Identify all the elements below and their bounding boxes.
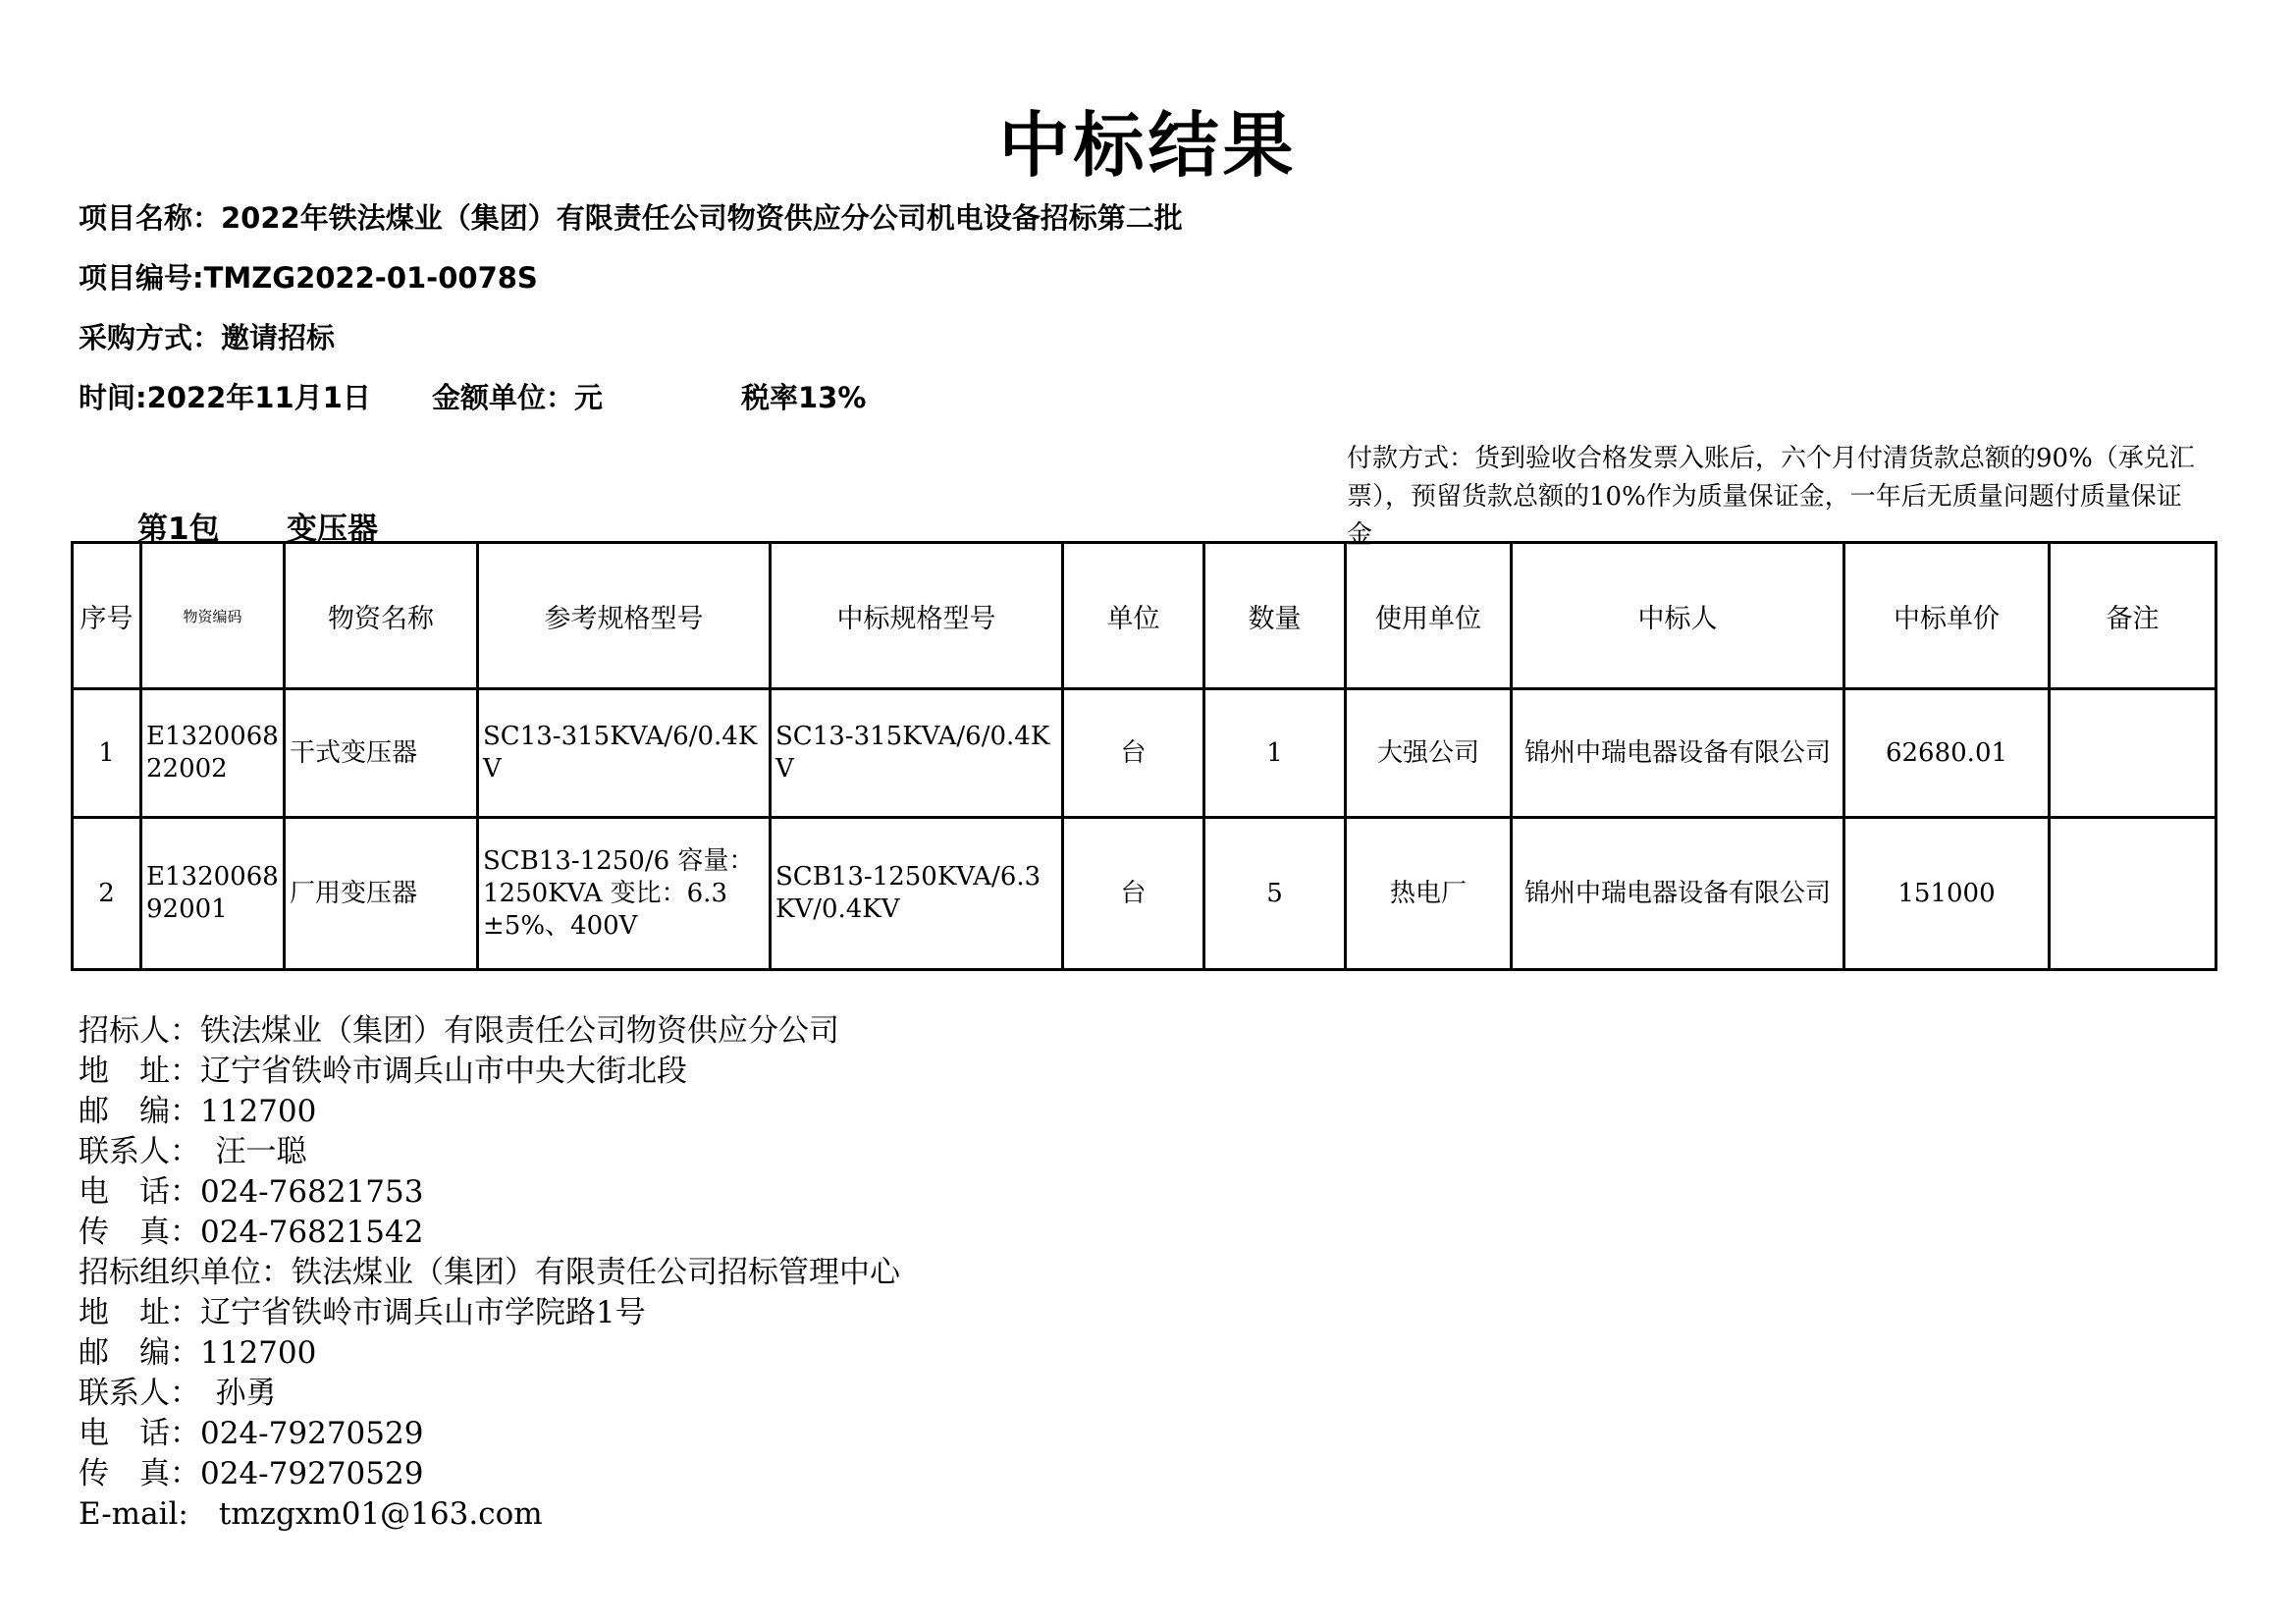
tenderer-fax: 传 真：024-76821542 xyxy=(79,1215,424,1250)
procurement-method: 采购方式：邀请招标 xyxy=(79,321,336,354)
info-row xyxy=(79,376,866,416)
cell-unit: 台 xyxy=(1063,818,1204,970)
cell-reference-spec: SCB13-1250/6 容量：1250KVA 变比：6.3±5%、400V xyxy=(478,818,771,970)
header-material-code: 物资编码 xyxy=(141,543,285,689)
cell-unit-price: 62680.01 xyxy=(1844,689,2050,818)
cell-seq: 1 xyxy=(73,689,141,818)
package-name: 变压器 xyxy=(287,512,378,547)
tenderer-contact: 联系人： 汪一聪 xyxy=(79,1134,307,1169)
cell-reference-spec: SC13-315KVA/6/0.4KV xyxy=(478,689,771,818)
cell-unit-price: 151000 xyxy=(1844,818,2050,970)
header-unit: 单位 xyxy=(1063,543,1204,689)
header-remarks: 备注 xyxy=(2050,543,2216,689)
header-reference-spec: 参考规格型号 xyxy=(478,543,771,689)
header-seq: 序号 xyxy=(73,543,141,689)
cell-winning-spec: SC13-315KVA/6/0.4KV xyxy=(771,689,1063,818)
cell-remarks xyxy=(2050,689,2216,818)
cell-unit: 台 xyxy=(1063,689,1204,818)
document-title: 中标结果 xyxy=(998,104,1298,187)
tenderer-address: 地 址：辽宁省铁岭市调兵山市中央大街北段 xyxy=(79,1054,687,1089)
tax-rate: 税率13% xyxy=(741,381,867,414)
cell-user-unit: 热电厂 xyxy=(1346,818,1512,970)
cell-quantity: 1 xyxy=(1204,689,1346,818)
cell-winning-spec: SCB13-1250KVA/6.3KV/0.4KV xyxy=(771,818,1063,970)
header-winning-spec: 中标规格型号 xyxy=(771,543,1063,689)
cell-material-name: 厂用变压器 xyxy=(285,818,478,970)
cell-material-name: 干式变压器 xyxy=(285,689,478,818)
tenderer-postcode: 邮 编：112700 xyxy=(79,1094,317,1129)
header-quantity: 数量 xyxy=(1204,543,1346,689)
agency-fax: 传 真：024-79270529 xyxy=(79,1456,424,1491)
agency-email: E-mail: tmzgxm01@163.com xyxy=(79,1496,543,1532)
header-material-name: 物资名称 xyxy=(285,543,478,689)
tenderer: 招标人：铁法煤业（集团）有限责任公司物资供应分公司 xyxy=(79,1013,839,1049)
cell-quantity: 5 xyxy=(1204,818,1346,970)
header-unit-price: 中标单价 xyxy=(1844,543,2050,689)
header-winner: 中标人 xyxy=(1512,543,1844,689)
header-user-unit: 使用单位 xyxy=(1346,543,1512,689)
amount-unit: 金额单位：元 xyxy=(432,381,604,414)
cell-seq: 2 xyxy=(73,818,141,970)
bid-result-table xyxy=(71,541,2217,971)
cell-user-unit: 大强公司 xyxy=(1346,689,1512,818)
cell-material-code: E132006892001 xyxy=(141,818,285,970)
table-row xyxy=(73,818,2216,970)
time: 时间:2022年11月1日 xyxy=(79,381,371,414)
agency-postcode: 邮 编：112700 xyxy=(79,1335,317,1371)
agency: 招标组织单位：铁法煤业（集团）有限责任公司招标管理中心 xyxy=(79,1255,900,1290)
contact-info xyxy=(79,1011,900,1535)
cell-material-code: E132006822002 xyxy=(141,689,285,818)
table-row xyxy=(73,689,2216,818)
project-name: 项目名称：2022年铁法煤业（集团）有限责任公司物资供应分公司机电设备招标第二批 xyxy=(79,201,1183,235)
tenderer-phone: 电 话：024-76821753 xyxy=(79,1174,424,1210)
cell-winner: 锦州中瑞电器设备有限公司 xyxy=(1512,818,1844,970)
agency-address: 地 址：辽宁省铁岭市调兵山市学院路1号 xyxy=(79,1295,646,1330)
cell-remarks xyxy=(2050,818,2216,970)
table-header-row xyxy=(73,543,2216,689)
payment-terms: 付款方式：货到验收合格发票入账后，六个月付清货款总额的90%（承兑汇票），预留货款总额的10%作为质量保证金，一年后无质量问题付质量保证金 xyxy=(1347,444,2195,550)
package-number: 第1包 xyxy=(137,512,220,547)
agency-phone: 电 话：024-79270529 xyxy=(79,1416,424,1451)
project-number: 项目编号:TMZG2022-01-0078S xyxy=(79,261,538,295)
cell-winner: 锦州中瑞电器设备有限公司 xyxy=(1512,689,1844,818)
agency-contact: 联系人： 孙勇 xyxy=(79,1376,277,1411)
